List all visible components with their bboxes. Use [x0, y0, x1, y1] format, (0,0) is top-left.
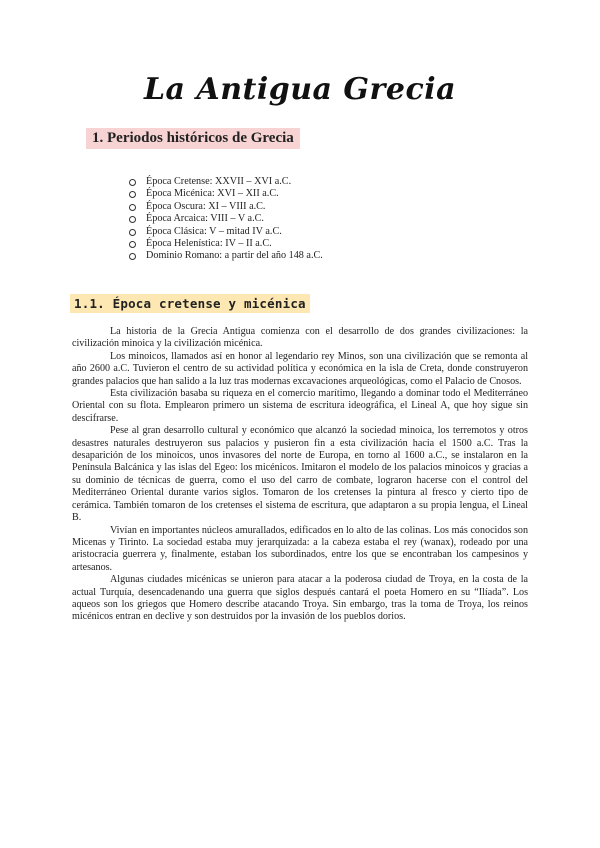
section-body [72, 326, 528, 624]
list-item: Dominio Romano: a partir del año 148 a.C. [124, 250, 323, 262]
paragraph: Vivían en importantes núcleos amurallados, edificados en lo alto de las colinas. Los más conocidos son Micenas y Tirinto. La sociedad estaba muy jerarquizada: a la cabeza estaba el rey (wanax), rodeado por una aristocracia guerrera y, finalmente, estaban los subordinados, entre los que se encontraban los campesinos y artesanos. [72, 524, 528, 573]
list-item: Época Oscura: XI – VIII a.C. [124, 201, 323, 213]
periods-list [124, 176, 323, 263]
list-item: Época Arcaica: VIII – V a.C. [124, 213, 323, 225]
paragraph: La historia de la Grecia Antigua comienza con el desarrollo de dos grandes civilizaciones: la civilización minoica y la civilización micénica. [72, 326, 528, 350]
section-heading-periods: 1. Periodos históricos de Grecia [86, 128, 300, 149]
list-item: Época Clásica: V – mitad IV a.C. [124, 226, 323, 238]
paragraph: Pese al gran desarrollo cultural y económico que alcanzó la sociedad minoica, los terremotos y otros desastres naturales destruyeron sus palacios y pusieron fin a esta civilización hacia el 1500 a.C. Tras la desaparición de los minoicos, unos invasores del norte de Europa, en torno al 1600 a.C., se instalaron en la Península Balcánica y las islas del Egeo: los micénicos. Imitaron el modelo de los palacios minoicos y gracias a su dominio de técnicas de guerra, como el uso del carro de combate, lograron hacerse con el control del Mediterráneo Oriental durante varios siglos. Tomaron de los cretenses la pintura al fresco y cierto tipo de cerámica. También tomaron de los cretenses el sistema de escritura, que adaptaron a su propia lengua, el Lineal B. [72, 425, 528, 524]
paragraph: Algunas ciudades micénicas se unieron para atacar a la poderosa ciudad de Troya, en la costa de la actual Turquía, desencadenando una guerra que siglos después cantará el poeta Homero en su “Ilíada”. Los aqueos son los griegos que Homero describe atacando Troya. Sin embargo, tras la toma de Troya, los reinos micénicos entran en declive y son destruidos por la invasión de los pueblos dorios. [72, 574, 528, 623]
list-item: Época Cretense: XXVII – XVI a.C. [124, 176, 323, 188]
paragraph: Esta civilización basaba su riqueza en el comercio marítimo, llegando a dominar todo el Mediterráneo Oriental con su flota. Emplearon primero un sistema de escritura ideográfica, el Lineal A, que hoy sigue sin descifrarse. [72, 388, 528, 424]
paragraph: Los minoicos, llamados así en honor al legendario rey Minos, son una civilización que se remonta al año 2600 a.C. Tuvieron el centro de su actividad política y económica en la isla de Creta, donde construyeron grandes palacios que han salido a la luz tras modernas excavaciones arqueológicas, como el Palacio de Cnosos. [72, 350, 528, 387]
section-heading-cretense: 1.1. Época cretense y micénica [70, 294, 310, 313]
list-item: Época Micénica: XVI – XII a.C. [124, 188, 323, 200]
page-title: La Antigua Grecia [143, 72, 457, 107]
list-item: Época Helenística: IV – II a.C. [124, 238, 323, 250]
